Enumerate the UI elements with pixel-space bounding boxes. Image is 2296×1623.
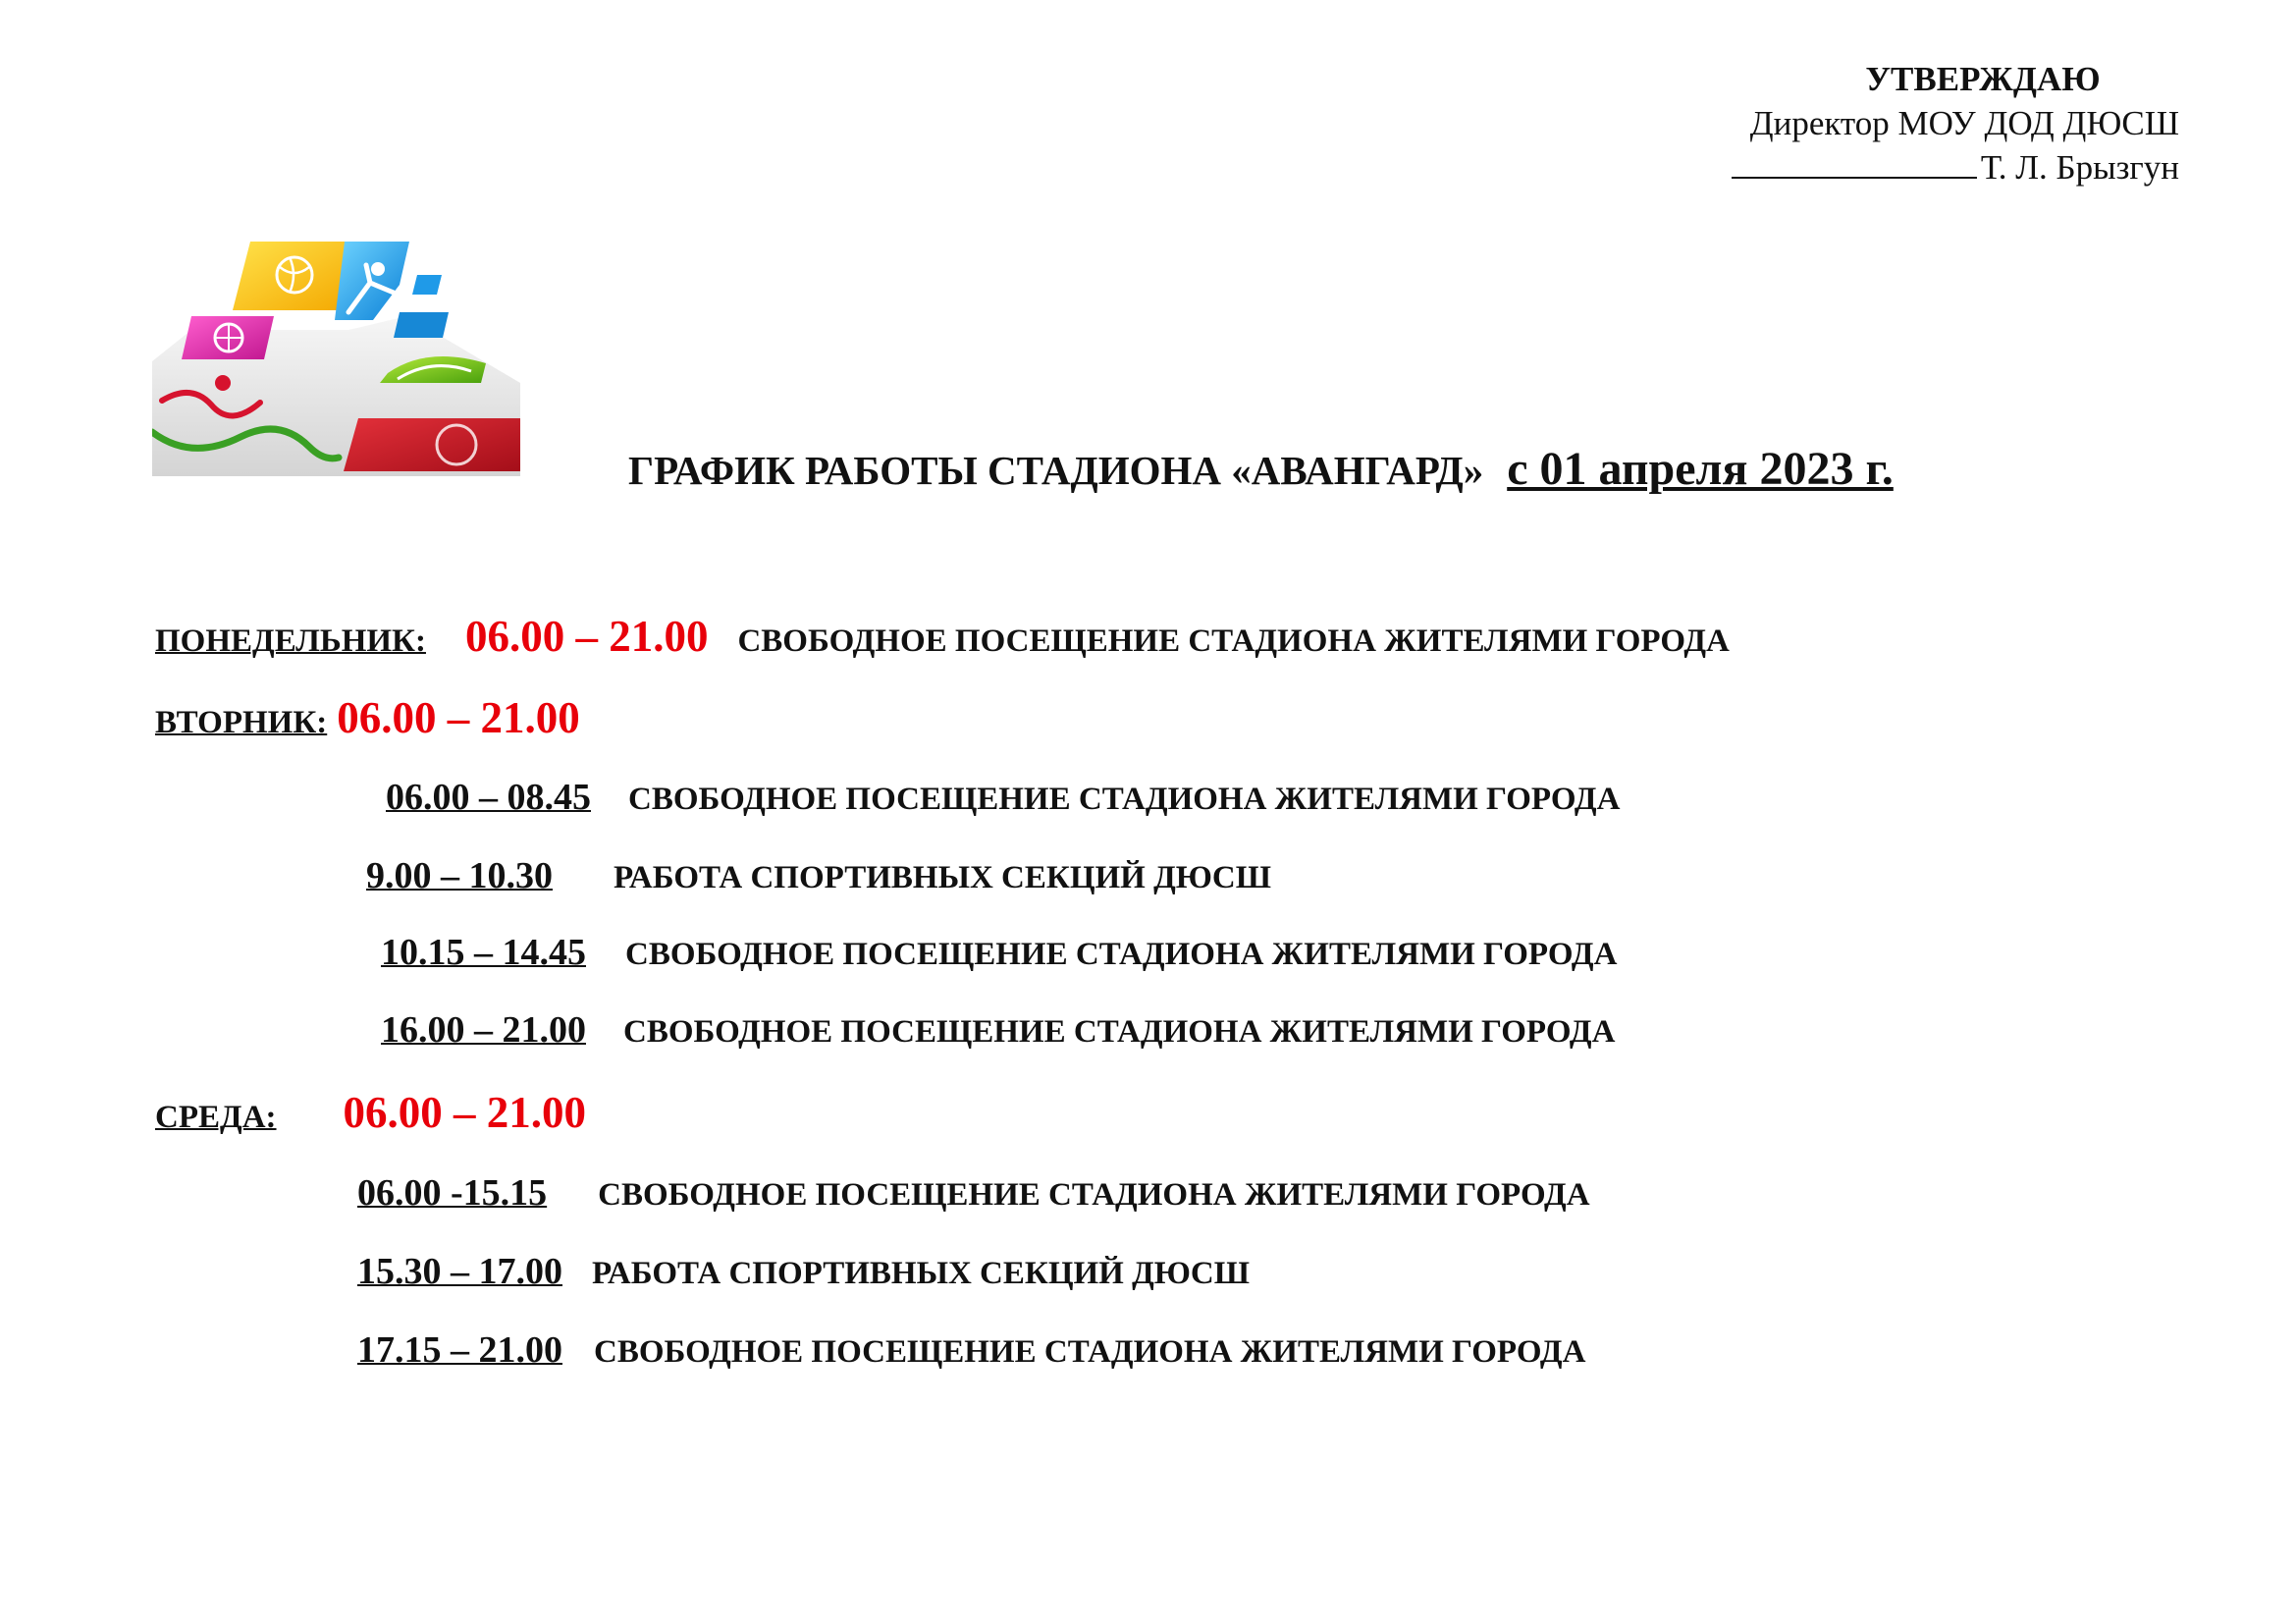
schedule-title: ГРАФИК РАБОТЫ СТАДИОНА «АВАНГАРД» — [628, 448, 1484, 493]
monday-hours: 06.00 – 21.00 — [464, 612, 709, 661]
approval-block — [1669, 57, 2179, 189]
signature-line — [1732, 149, 1977, 179]
slot-time: 10.15 – 14.45 — [381, 932, 586, 973]
wednesday-slot — [357, 1171, 1590, 1215]
day-tuesday: ВТОРНИК: — [155, 705, 328, 740]
page-title — [628, 442, 1894, 496]
approval-title: УТВЕРЖДАЮ — [1865, 60, 2101, 98]
tuesday-slot — [381, 931, 1617, 974]
schedule-date: с 01 апреля 2023 г. — [1507, 443, 1894, 495]
slot-time: 9.00 – 10.30 — [366, 855, 553, 896]
approval-position: Директор МОУ ДОД ДЮСШ — [1749, 104, 2179, 142]
slot-time: 06.00 -15.15 — [357, 1172, 548, 1214]
monday-row — [155, 611, 1730, 662]
tuesday-slot — [386, 776, 1620, 819]
tuesday-slot — [381, 1008, 1615, 1052]
approval-signer: Т. Л. Брызгун — [1980, 148, 2179, 187]
slot-activity: СВОБОДНОЕ ПОСЕЩЕНИЕ СТАДИОНА ЖИТЕЛЯМИ ГОРОДА — [594, 1334, 1586, 1370]
slot-time: 16.00 – 21.00 — [381, 1009, 586, 1051]
tuesday-hours: 06.00 – 21.00 — [337, 693, 580, 742]
day-wednesday: СРЕДА: — [155, 1100, 277, 1135]
slot-activity: РАБОТА СПОРТИВНЫХ СЕКЦИЙ ДЮСШ — [592, 1256, 1251, 1291]
monday-note: СВОБОДНОЕ ПОСЕЩЕНИЕ СТАДИОНА ЖИТЕЛЯМИ ГОРОДА — [737, 623, 1730, 659]
slot-time: 15.30 – 17.00 — [357, 1251, 562, 1292]
slot-activity: СВОБОДНОЕ ПОСЕЩЕНИЕ СТАДИОНА ЖИТЕЛЯМИ ГОРОДА — [628, 782, 1621, 817]
wednesday-slot — [357, 1328, 1585, 1372]
slot-time: 17.15 – 21.00 — [357, 1329, 562, 1371]
slot-time: 06.00 – 08.45 — [386, 777, 591, 818]
approval-signature — [1669, 145, 2179, 189]
wednesday-hours: 06.00 – 21.00 — [343, 1088, 587, 1137]
slot-activity: СВОБОДНОЕ ПОСЕЩЕНИЕ СТАДИОНА ЖИТЕЛЯМИ ГОРОДА — [623, 1014, 1616, 1050]
slot-activity: РАБОТА СПОРТИВНЫХ СЕКЦИЙ ДЮСШ — [614, 860, 1272, 895]
tuesday-row — [155, 692, 580, 743]
sports-school-logo-icon — [152, 236, 520, 476]
wednesday-row — [155, 1087, 586, 1138]
tuesday-slot — [366, 854, 1271, 897]
slot-activity: СВОБОДНОЕ ПОСЕЩЕНИЕ СТАДИОНА ЖИТЕЛЯМИ ГОРОДА — [598, 1177, 1590, 1213]
slot-activity: СВОБОДНОЕ ПОСЕЩЕНИЕ СТАДИОНА ЖИТЕЛЯМИ ГОРОДА — [625, 937, 1618, 972]
wednesday-slot — [357, 1250, 1250, 1293]
day-monday: ПОНЕДЕЛЬНИК: — [155, 623, 426, 659]
